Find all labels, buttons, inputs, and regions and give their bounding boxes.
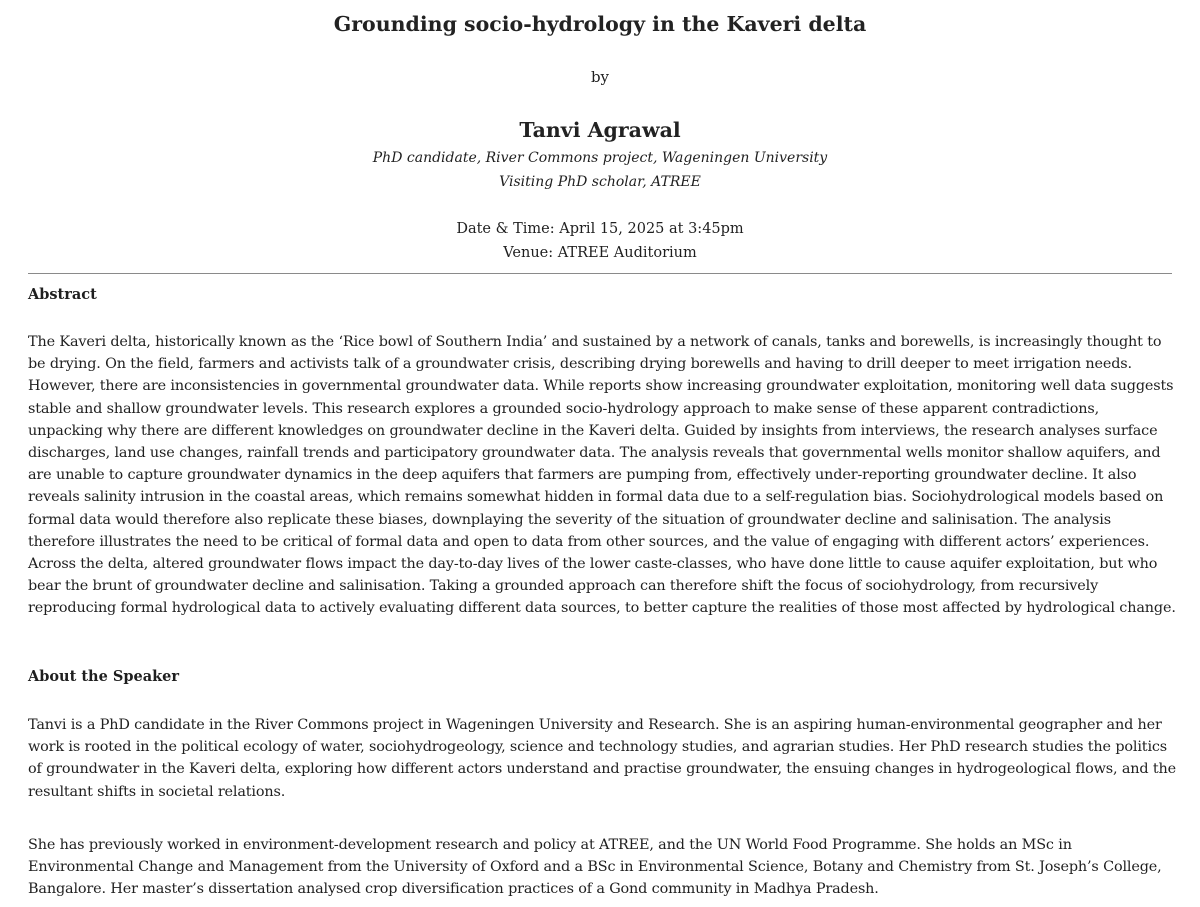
speaker-bio-paragraph-1: Tanvi is a PhD candidate in the River Commons project in Wageningen University and Research. She is an aspiring human-environmental geographer and her work is rooted in the political ecology of water, sociohydrogeology, science and technology studies, and agrarian studies. Her PhD research studies the politics of groundwater in the Kaveri delta, exploring how different actors understand and practise groundwater, the ensuing changes in hydrogeological flows, and the resultant shifts in societal relations.: [28, 717, 1176, 800]
speaker-bio-paragraph-2: She has previously worked in environment-development research and policy at ATREE, and the UN World Food Programme. She holds an MSc in Environmental Change and Management from the University of Oxford and a BSc in Environmental Science, Botany and Chemistry from St. Joseph’s College, Bangalore. Her master’s dissertation analysed crop diversification practices of a Gond community in Madhya Pradesh.: [28, 837, 1162, 898]
event-date-time: Date & Time: April 15, 2025 at 3:45pm: [456, 221, 744, 237]
speaker-name: Tanvi Agrawal: [519, 118, 681, 142]
abstract-heading: Abstract: [28, 286, 97, 303]
speaker-affiliation-secondary: Visiting PhD scholar, ATREE: [499, 174, 701, 190]
speaker-affiliation-primary: PhD candidate, River Commons project, Wageningen University: [372, 150, 828, 166]
by-line: by: [590, 68, 610, 86]
abstract-text: The Kaveri delta, historically known as the ‘Rice bowl of Southern India’ and sustained by a network of canals, tanks and borewells, is increasingly thought to be drying. On the field, farmers and activists talk of a groundwater crisis, describing drying borewells and having to drill deeper to meet irrigation needs. However, there are inconsistencies in governmental groundwater data. While reports show increasing groundwater exploitation, monitoring well data suggests stable and shallow groundwater levels. This research explores a grounded socio-hydrology approach to make sense of these apparent contradictions, unpacking why there are different knowledges on groundwater decline in the Kaveri delta. Guided by insights from interviews, the research analyses surface discharges, land use changes, rainfall trends and participatory groundwater data. The analysis reveals that governmental wells monitor shallow aquifers, and are unable to capture groundwater dynamics in the deep aquifers that farmers are pumping from, effectively under-reporting groundwater decline. It also reveals salinity intrusion in the coastal areas, which remains somewhat hidden in formal data due to a self-regulation bias. Sociohydrological models based on formal data would therefore also replicate these biases, downplaying the severity of the situation of groundwater decline and salinisation. The analysis therefore illustrates the need to be critical of formal data and open to data from other sources, and the value of engaging with different actors’ experiences. Across the delta, altered groundwater flows impact the day-to-day lives of the lower caste-classes, who have done little to cause aquifer exploitation, but who bear the brunt of groundwater decline and salinisation. Taking a grounded approach can therefore shift the focus of sociohydrology, from recursively reproducing formal hydrological data to actively evaluating different data sources, to better capture the realities of those most affected by hydrological change.: [28, 334, 1176, 617]
section-divider: [28, 273, 1172, 274]
about-speaker-heading: About the Speaker: [28, 668, 180, 685]
event-venue: Venue: ATREE Auditorium: [503, 245, 697, 261]
page-title: Grounding socio-hydrology in the Kaveri delta: [333, 12, 867, 36]
